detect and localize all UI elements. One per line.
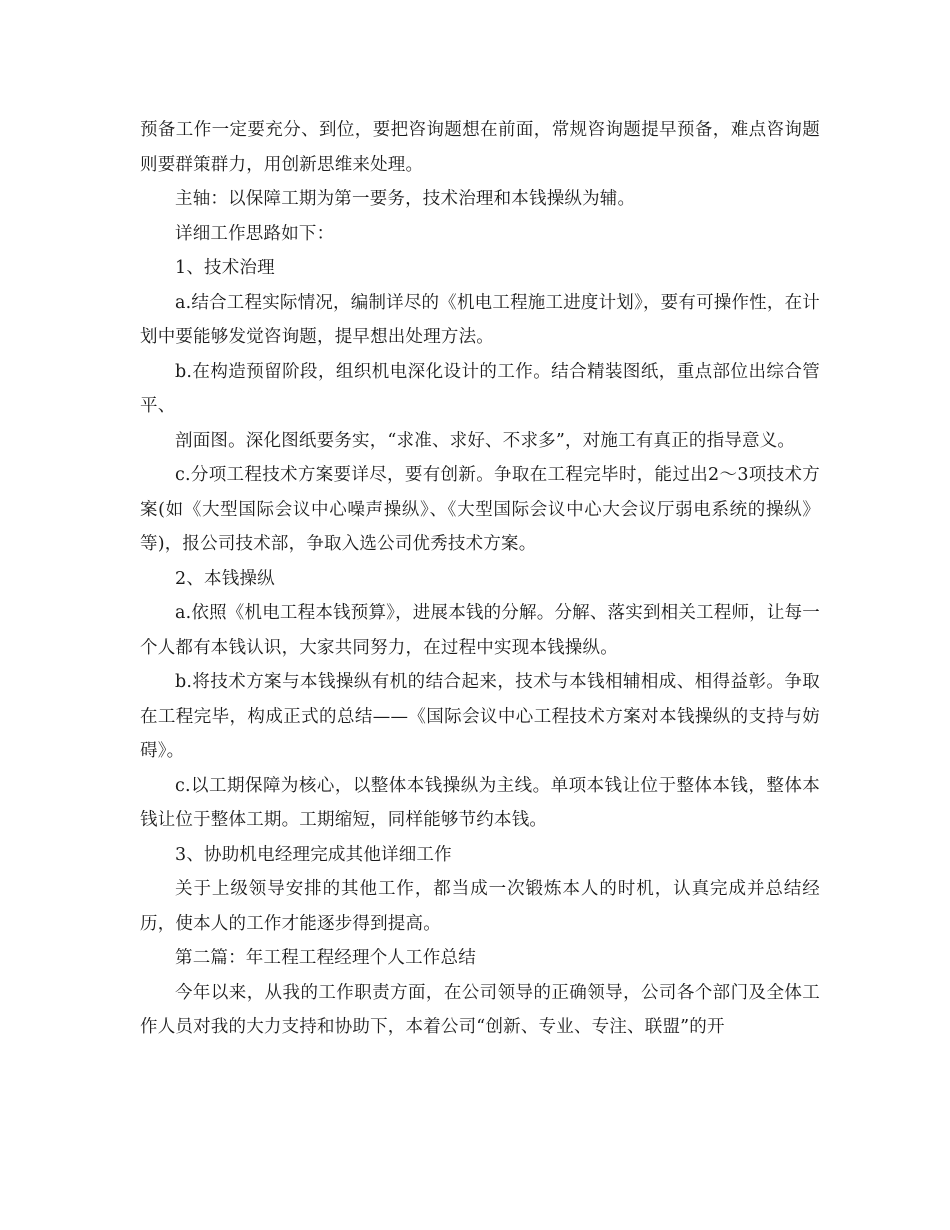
section-heading: 1、技术治理 <box>175 258 275 278</box>
section-heading: 2、本钱操纵 <box>175 568 275 589</box>
paragraph: 主轴：以保障工期为第一要务，技术治理和本钱操纵为辅。 <box>175 189 636 209</box>
paragraph: b.将技术方案与本钱操纵有机的结合起来，技术与本钱相辅相成、相得益彰。争取在工程完毕，构成正式的总结——《国际会议中心工程技术方案对本钱操纵的支持与妨碍》。 <box>140 672 820 761</box>
paragraph: 今年以来，从我的工作职责方面，在公司领导的正确领导，公司各个部门及全体工作人员对我的大力支持和协助下，本着公司“创新、专业、专注、联盟”的开 <box>140 982 820 1037</box>
paragraph: 关于上级领导安排的其他工作，都当成一次锻炼本人的时机，认真完成并总结经历，使本人的工作才能逐步得到提高。 <box>140 879 820 934</box>
paragraph: b.在构造预留阶段，组织机电深化设计的工作。结合精装图纸，重点部位出综合管平、 <box>140 361 820 416</box>
document-body <box>140 113 820 1045</box>
paragraph: a.结合工程实际情况，编制详尽的《机电工程施工进度计划》，要有可操作性，在计划中要能够发觉咨询题，提早想出处理方法。 <box>140 292 820 347</box>
chapter-heading: 第二篇：年工程工程经理个人工作总结 <box>175 948 476 968</box>
paragraph: c.分项工程技术方案要详尽，要有创新。争取在工程完毕时，能过出2～3项技术方案(如《大型国际会议中心噪声操纵》、《大型国际会议中心大会议厅弱电系统的操纵》等)，报公司技术部，争取入选公司优秀技术方案。 <box>140 465 820 554</box>
paragraph: a.依照《机电工程本钱预算》，进展本钱的分解。分解、落实到相关工程师，让每一个人都有本钱认识，大家共同努力，在过程中实现本钱操纵。 <box>140 603 820 658</box>
paragraph: 剖面图。深化图纸要务实，“求准、求好、不求多”，对施工有真正的指导意义。 <box>175 430 796 451</box>
paragraph: 预备工作一定要充分、到位，要把咨询题想在前面，常规咨询题提早预备，难点咨询题则要群策群力，用创新思维来处理。 <box>140 120 820 175</box>
section-heading: 3、协助机电经理完成其他详细工作 <box>175 844 452 865</box>
paragraph: c.以工期保障为核心，以整体本钱操纵为主线。单项本钱让位于整体本钱，整体本钱让位于整体工期。工期缩短，同样能够节约本钱。 <box>140 775 820 830</box>
paragraph: 详细工作思路如下： <box>175 223 335 244</box>
